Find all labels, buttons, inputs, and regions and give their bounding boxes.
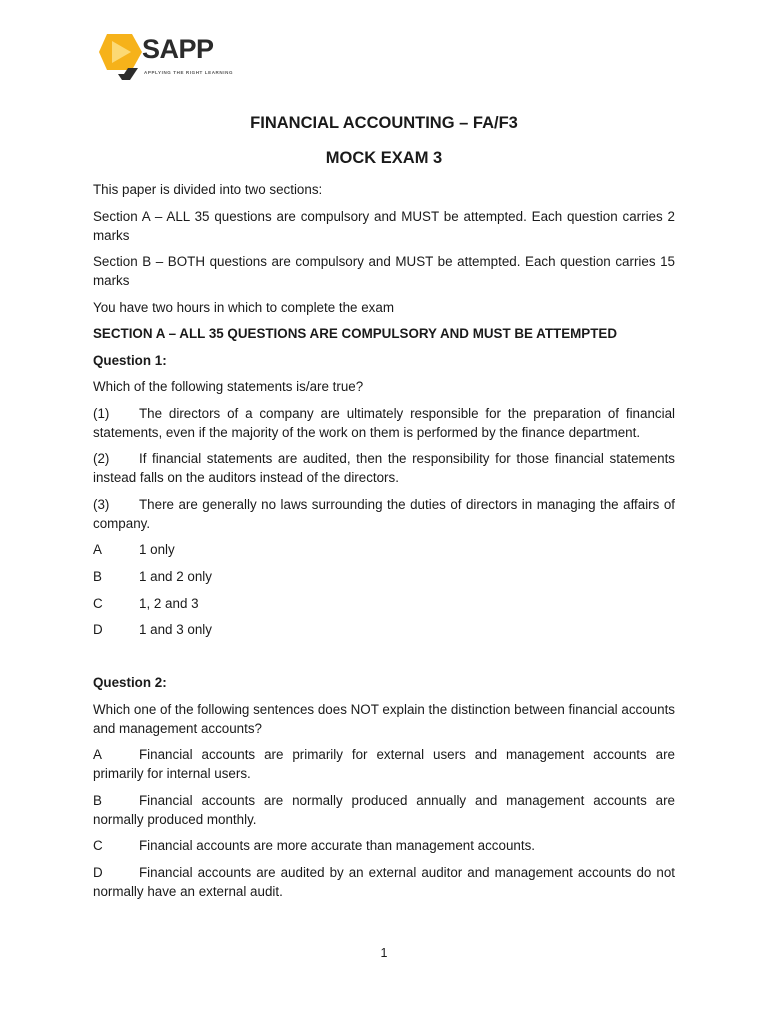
intro-section-b: Section B – BOTH questions are compulsory and MUST be attempted. Each question carries 15 marks	[93, 254, 675, 288]
option-text: 1, 2 and 3	[139, 595, 199, 611]
q1-statement	[93, 404, 675, 442]
q1-option-d	[93, 620, 675, 639]
option-text: 1 and 3 only	[139, 622, 212, 638]
question-1-label: Question 1:	[93, 352, 167, 368]
option-text: Financial accounts are primarily for external users and management accounts are primarily for internal users.	[93, 747, 675, 782]
sapp-logo	[98, 28, 234, 86]
q1-statement-number: (3)	[93, 496, 110, 512]
option-letter: C	[93, 838, 103, 854]
option-letter: A	[93, 747, 102, 763]
q2-option-d	[93, 863, 675, 901]
option-letter: B	[93, 568, 102, 584]
q2-option-a	[93, 745, 675, 783]
question-2-stem: Which one of the following sentences does NOT explain the distinction between financial accounts and management accounts?	[93, 701, 675, 736]
intro-time: You have two hours in which to complete the exam	[93, 299, 394, 315]
section-a-heading: SECTION A – ALL 35 QUESTIONS ARE COMPULSORY AND MUST BE ATTEMPTED	[93, 326, 618, 341]
exam-subtitle: MOCK EXAM 3	[325, 149, 443, 167]
page-number: 1	[380, 946, 388, 960]
option-letter: A	[93, 542, 102, 557]
question-1-stem: Which of the following statements is/are true?	[93, 379, 364, 394]
q1-statement	[93, 495, 675, 533]
q1-option-c	[93, 594, 675, 613]
option-text: 1 only	[139, 542, 175, 557]
intro-section-a: Section A – ALL 35 questions are compulsory and MUST be attempted. Each question carries 2 marks	[93, 208, 675, 243]
sapp-logo-mark-icon	[98, 30, 144, 80]
q1-statement-number: (2)	[93, 451, 110, 466]
option-text: Financial accounts are audited by an external auditor and management accounts do not normally have an external audit.	[93, 864, 675, 899]
q1-statement-text: The directors of a company are ultimately responsible for the preparation of financial statements, even if the majority of the work on them is performed by the finance department.	[93, 405, 675, 440]
logo-wordmark: SAPP	[142, 34, 214, 64]
spacer	[93, 647, 675, 673]
q1-statement-number: (1)	[93, 405, 110, 421]
question-2-label: Question 2:	[93, 675, 167, 691]
q1-statement	[93, 449, 675, 487]
option-text: 1 and 2 only	[139, 568, 212, 584]
intro-divided: This paper is divided into two sections:	[93, 182, 323, 197]
q2-option-b	[93, 791, 675, 829]
q2-option-c	[93, 836, 675, 855]
option-letter: C	[93, 595, 103, 611]
q1-statement-text: If financial statements are audited, then the responsibility for those financial statements instead falls on the auditors instead of the directors.	[93, 451, 675, 485]
logo-tagline: APPLYING THE RIGHT LEARNING	[144, 70, 234, 75]
option-letter: B	[93, 792, 102, 808]
option-text: Financial accounts are normally produced annually and management accounts are normally produced monthly.	[93, 792, 675, 827]
q1-statement-text: There are generally no laws surrounding the duties of directors in managing the affairs of company.	[93, 496, 675, 531]
exam-content	[93, 112, 675, 908]
q1-option-b	[93, 567, 675, 586]
option-text: Financial accounts are more accurate than management accounts.	[139, 838, 535, 854]
q1-option-a	[93, 540, 675, 559]
exam-title: FINANCIAL ACCOUNTING – FA/F3	[250, 114, 518, 132]
option-letter: D	[93, 622, 103, 638]
option-letter: D	[93, 864, 103, 880]
